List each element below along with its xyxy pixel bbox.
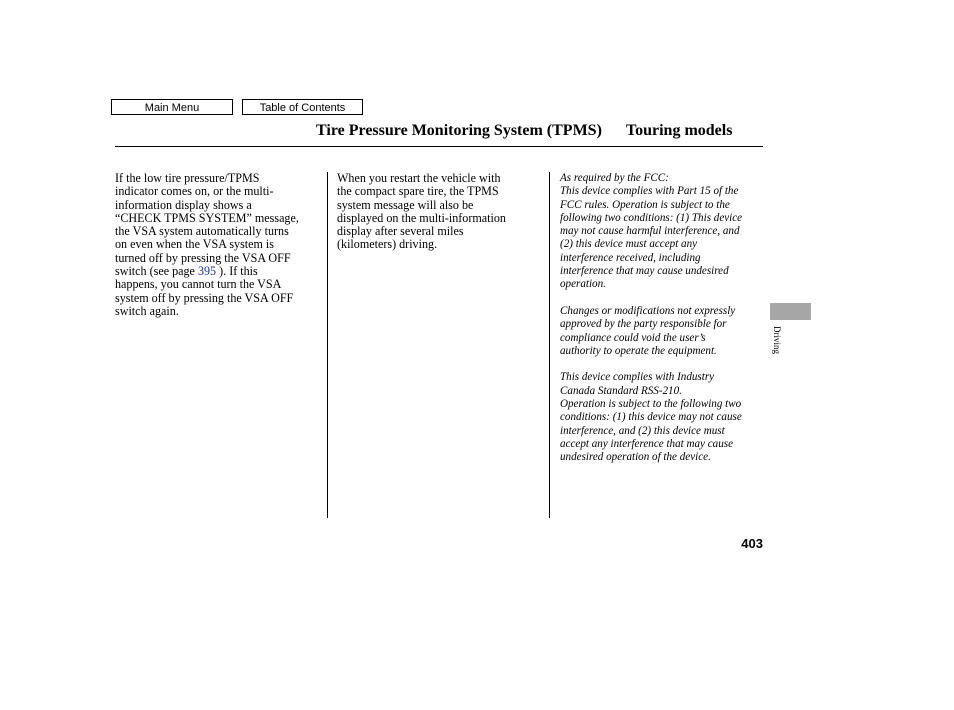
text-line: Canada Standard RSS-210. xyxy=(560,384,682,397)
text-line: FCC rules. Operation is subject to the xyxy=(560,198,730,211)
column-divider xyxy=(549,172,550,518)
column-divider xyxy=(327,172,328,518)
text-line: approved by the party responsible for xyxy=(560,318,727,331)
text-line: conditions: (1) this device may not cause xyxy=(560,411,742,424)
text-line: following two conditions: (1) This device xyxy=(560,211,743,224)
text-fragment: switch (see page xyxy=(115,264,198,279)
text-line: If the low tire pressure/TPMS xyxy=(115,171,260,185)
section-tab xyxy=(770,303,811,320)
text-line: happens, you cannot turn the VSA xyxy=(115,277,282,292)
page-number: 403 xyxy=(741,536,763,551)
main-menu-button[interactable]: Main Menu xyxy=(111,99,233,115)
text-line: “CHECK TPMS SYSTEM” message, xyxy=(115,210,299,225)
section-label: Driving xyxy=(772,326,782,354)
text-line: When you restart the vehicle with xyxy=(337,171,501,185)
page-reference-link[interactable]: 395 xyxy=(197,264,217,279)
text-line: This device complies with Part 15 of the xyxy=(560,185,739,198)
text-line: may not cause harmful interference, and xyxy=(560,225,740,238)
text-line: operation. xyxy=(560,278,606,291)
text-line: turned off by pressing the VSA OFF xyxy=(115,250,291,265)
text-line: (2) this device must accept any xyxy=(560,238,698,251)
column-tpms-indicator xyxy=(115,172,323,318)
text-line: (kilometers) driving. xyxy=(337,237,438,252)
page-title xyxy=(316,121,763,141)
text-line: interference, and (2) this device must xyxy=(560,424,725,437)
text-line: accept any interference that may cause xyxy=(560,437,734,450)
text-line: the VSA system automatically turns xyxy=(115,224,289,239)
text-line: the compact spare tire, the TPMS xyxy=(337,184,499,199)
text-line: system off by pressing the VSA OFF xyxy=(115,290,294,305)
text-line: switch again. xyxy=(115,303,179,318)
models-label: Touring models xyxy=(625,122,733,139)
text-line: Operation is subject to the following two xyxy=(560,398,742,411)
text-line: This device complies with Industry xyxy=(560,371,715,384)
text-line: indicator comes on, or the multi- xyxy=(115,184,274,199)
text-line: information display shows a xyxy=(115,197,252,212)
text-line: displayed on the multi-information xyxy=(337,210,506,225)
text-line: compliance could void the user’s xyxy=(560,331,706,344)
table-of-contents-button[interactable]: Table of Contents xyxy=(242,99,363,115)
text-line: system message will also be xyxy=(337,197,474,212)
column-spare-tire xyxy=(337,172,543,252)
column-fcc-notice xyxy=(560,172,766,465)
text-line: authority to operate the equipment. xyxy=(560,344,717,357)
text-line: display after several miles xyxy=(337,224,464,239)
section-title: Tire Pressure Monitoring System (TPMS) xyxy=(316,122,602,139)
header-divider xyxy=(115,146,763,147)
text-line: on even when the VSA system is xyxy=(115,237,275,252)
text-line: Changes or modifications not expressly xyxy=(560,304,736,317)
text-line: interference received, including xyxy=(560,251,701,264)
text-line: undesired operation of the device. xyxy=(560,451,711,464)
text-line-with-link xyxy=(115,265,323,278)
text-line: interference that may cause undesired xyxy=(560,265,729,278)
paragraph-gap xyxy=(560,358,766,371)
text-fragment: ). If this xyxy=(216,264,258,279)
text-line: As required by the FCC: xyxy=(560,172,669,184)
paragraph-gap xyxy=(560,292,766,305)
